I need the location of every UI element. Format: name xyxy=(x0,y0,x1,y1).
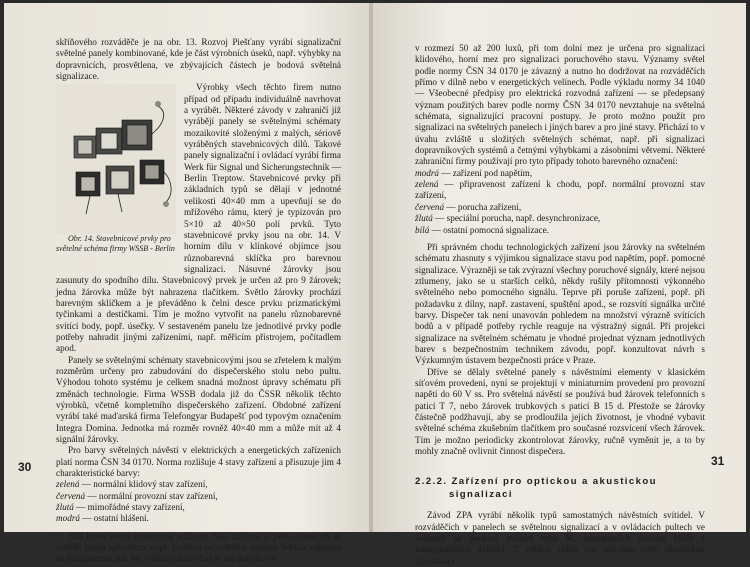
left-paragraph-5: Bílá barva nemá samostatný význam. Stav zařízení je proto nutno při ní rozlišit jiným způsobem, např. polohou prosvětlené rukojeti řídítka, nápisem na transparentu atd. Jas světelných návěstí se má pohybovat xyxy=(56,530,341,564)
figure-caption: Obr. 14. Stavebnicové prvky pro světelné schéma firmy WSSB - Berlin xyxy=(56,234,175,253)
book-gutter xyxy=(369,3,373,532)
right-paragraph-3: Dříve se dělaly světelné panely s návěstními elementy v klasickém síťovém provedení, nyní se projektují v miniaturním provedení pro provozní napětí do 60 V ss. Pro světelná návěstí se používá bud žárovek telefonních s paticí T 7, nebo žárovek trubkových s paticí B 15 d. Přestože se žárovky částečně podžhavují, aby se prodloužila jejich životnost, je vhodné vybavit světelné schéma zkušebním tlačítkem pro současné rozsvícení všech žárovek. Tím je možno periodicky zkontrolovat žárovky, ručně vyměnit je, a to by mohly značně ovlivnit činnost dispečera. xyxy=(415,366,705,457)
left-paragraph-3: Panely se světelnými schématy stavebnicovými jsou se zřetelem k malým rozměrům určeny pro zabudování do dispečerského stolu nebo pultu. Výhodou tohoto systému je celkem snadná možnost úpravy schématu při změnách technologie. Firma WSSB dodala již do ČSSR několik těchto výrobků, včetně kompletního dispečerského zařízení. Obdobné zařízení vyrábí také maďarská firma Telefongyar Budapešť pod typovým označením Integra Domina. Jednotka má rozměr rovněž 40×40 mm a může mít až 4 signální žárovky. xyxy=(56,354,341,445)
section-heading-line-1: 2.2.2. Zařízení pro optickou a akustickou xyxy=(415,476,657,488)
left-page xyxy=(4,3,375,564)
right-page xyxy=(375,3,746,566)
modular-elements-photo xyxy=(56,84,176,234)
page-number-left: 30 xyxy=(18,460,32,474)
left-legend-item: žlutá — mimořádné stavy zařízení, xyxy=(56,502,185,513)
left-legend-item: zelená — normální klidový stav zařízení, xyxy=(56,479,208,490)
right-paragraph-1: v rozmezí 50 až 200 luxů, při tom dolní mez je určena pro signalizaci klidového, horní mez pro signalizaci poruchového stavu. Významy světel podle normy ČSN 34 0170 je závazný a nutno ho dodržovat na rozváděčích přímo v dílně nebo v energetických velínech. Podle výkladu normy 34 1040 — Všeobecné předpisy pro elektrická rozvodná zařízení — se předepsaný význam použitých barev podle normy ČSN 34 0170 nevztahuje na světelná schémata, signalizující pracovní postupy. Je proto možno použít pro signalizaci na světelných panelech i jiných barev a pro jiné stavy. Přichází to v úvahu zvláště u složitých světelných schémat, např. při signalizaci dopravníkových systémů a četnými výhybkami a zásobními větvemi. Některé zahraniční firmy používají pro tyto případy tohoto barevného označení: xyxy=(415,43,705,167)
right-paragraph-2: Při správném chodu technologických zařízení jsou žárovky na světelném schématu zhasnuty s výjimkou signalizace stavu pod napětím, popř. pomocné signalizace. Výrazněji se tak zvýrazní všechny poruchové signály, které nejsou ztlumeny, jako se u starších celků, někdy rušily přítomnosti výkonného světelného nebo pomocného signálu. Teprve při poruše zařízení, popř. při požadavku z dílny, např. zastavení, spuštění apod., se rozsvítí signálka určité barvy. Dispečer tak není unavován pohledem na množství výrazně svítících bodů a v případě potřeby rychle reaguje na výstražný signál. Při projekci signalizace na světelném schématu je vhodné projednat význam jednotlivých barev s bezpečnostním technikem závodu, popř. konzultovat návrh s Výzkumným ústavem bezpečnosti práce v Praze. xyxy=(415,241,705,366)
left-paragraph-2 xyxy=(56,82,341,354)
right-page-text xyxy=(415,43,705,567)
left-paragraph-4: Pro barvy světelných návěstí v elektrických a energetických zařízeních platí norma ČSN 34 0170. Norma rozlišuje 4 stavy zařízení a přisuzuje jim 4 charakteristické barvy: xyxy=(56,445,341,479)
book-spread xyxy=(4,3,746,566)
section-heading xyxy=(415,475,705,501)
figure-14 xyxy=(56,84,176,272)
page-number-right: 31 xyxy=(711,454,725,468)
section-heading-line-2: signalizaci xyxy=(449,489,513,501)
left-legend-item: červená — normální provozní stav zařízení, xyxy=(56,490,218,501)
left-paragraph-2-text: Výrobky všech těchto firem nutno případ od případu individuálně navrhovat a vyrábět. Některé závody v zahraničí již vyrábějí panely se světelnými schématy mozaikovité složenými z malých, sériově vyráběných stavebnicových dílů. Takové panely signalizační i ovládací vyrábí firma Werk für Signal und Sicherungstechnik — Berlin Treptow. Stavebnicové prvky při základních typů se dělají v jednotné velikosti 40×40 mm a upevňují se do mřížového rámu, který je typizován pro 5×10 až 40×50 polí prvků. Tyto stavebnicové prvky jsou na obr. 14. V horním dílu v klínkové objímce jsou různobarevná sklíčka pro barevnou signalizaci. Násuvné žárovky jsou zasunuty do spodního dílu. Stavebnicový prvek je určen až pro 9 žárovek; jedna žárovka může být nahrazena tlačítkem. Světlo žárovky prochází barevným sklíčkem a je převáděno k čelní desce prvku prizmatickými tyčinkami a destičkami. Tím je možno vytvořit na panelu různobarevné svítící body, popř. úsečky. V sestaveném panelu lze jednotlivé prvky podle potřeby nahradit jinými zařízeními, např. měřicím přístrojem, počítadlem apod. xyxy=(56,82,341,354)
left-legend-item: modrá — ostatní hlášení. xyxy=(56,513,149,524)
left-page-text xyxy=(56,37,341,565)
right-paragraph-4: Závod ZPA vyrábí několik typů samostatných návěstních svítidel. V rozváděčích v panelech se světelnou signalizací a v ovládacích pultech ve velínech se používá svítidel typu M, miniaturních svítidel MSD a transparentních svítidel. Z větších celků pro optickou nebo akustickou signalizaci xyxy=(415,510,705,566)
right-legend-item: modrá — zařízení pod napětím, xyxy=(415,167,533,178)
right-legend-item: žlutá — speciální porucha, např. desynchronizace, xyxy=(415,213,601,224)
right-legend-item: zelená — připravenost zařízení k chodu, popř. normální provozní stav zařízení, xyxy=(415,179,705,201)
left-paragraph-1: skříňového rozváděče je na obr. 13. Rozvoj Piešťany vyrábí signalizační světelné panely kombinované, kde je část výrobních úseků, např. výhybky na dopravnicích, prosvětlena, ve zbývajících částech je bodová světelná signalizace. xyxy=(56,37,341,82)
right-legend-item: bílá — ostatní pomocná signalizace. xyxy=(415,224,549,235)
right-legend-item: červená — porucha zařízení, xyxy=(415,201,522,212)
